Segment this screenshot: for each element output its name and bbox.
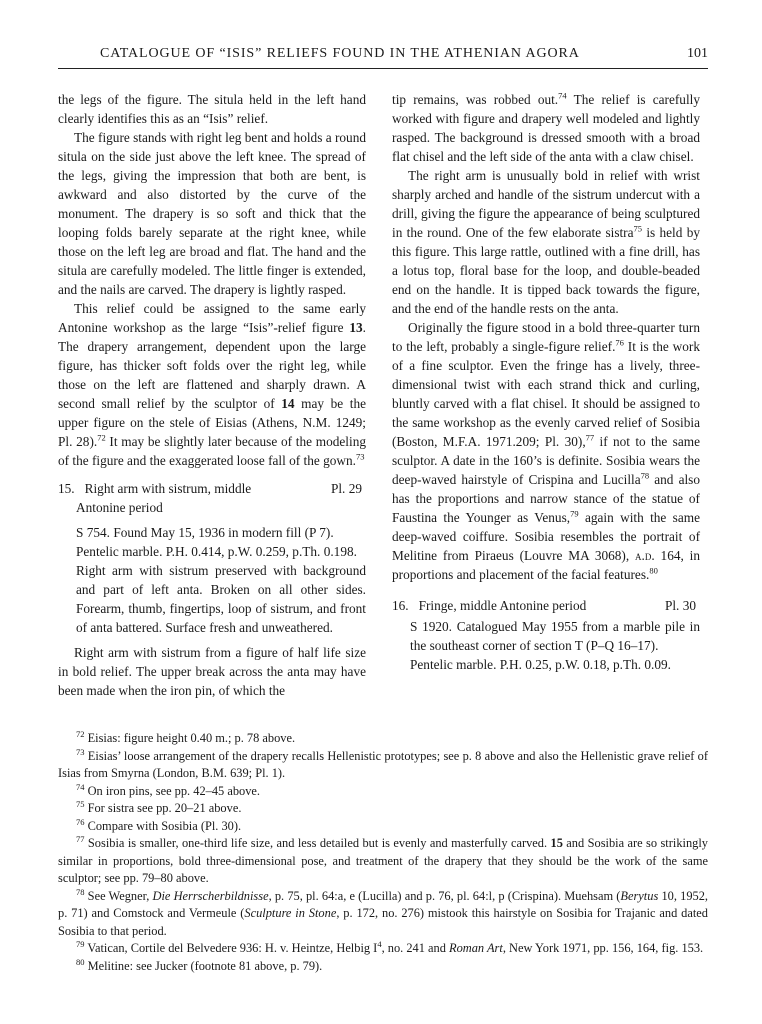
entry-find: S 1920. Catalogued May 1955 from a marble pile in the southeast corner of section T (P–Q 16–17). [410, 619, 700, 653]
footnote-73: $^{73}$ Eisias’ loose arrangement of the drapery recalls Hellenistic prototypes; see p. 8 above and also the Hellenistic grave relief of Isias from Smyrna (London, B.M. 639; Pl. 1). [58, 746, 708, 780]
catalogue-reference: 13 [349, 320, 363, 335]
entry-heading [58, 479, 366, 498]
paragraph: The right arm is unusually bold in relief with wrist sharply arched and handle of the sistrum undercut with a drill, giving the figure the appearance of being sculptured in the round. One of the few elaborate sistra$^{75}$ is held by this figure. This large rattle, outlined with a fine drill, has a lotus top, floral base for the loop, and double-beaded end on the handle. It is tipped back towards the figure, and the end of the handle rests on the anta. [392, 168, 700, 316]
footnote-marker: 75 [633, 223, 643, 234]
catalogue-reference: 14 [281, 396, 295, 411]
plate-reference: Pl. 29 [330, 481, 362, 496]
entry-material: Pentelic marble. P.H. 0.25, p.W. 0.18, p.Th. 0.09. [410, 657, 671, 672]
footnote-marker: 80 [649, 565, 658, 576]
footnote-78: $^{78}$ See Wegner, Die Herrscherbildnisse, p. 75, pl. 64:a, e (Lucilla) and p. 76, pl. 64:l, p (Crispina). Muehsam (Berytus 10, 1952, p. 71) and Comstock and Vermeule (Sculpture in Stone, p. 172, no. 276) mistook this hairstyle on Sosibia for Trajanic and dated Sosibia to that period. [58, 886, 708, 938]
entry-find: S 754. Found May 15, 1936 in modern fill (P 7). [76, 525, 334, 540]
era-abbreviation: a.d. [635, 548, 655, 563]
entry-title: Right arm with sistrum, middle [84, 481, 252, 496]
left-column [58, 90, 366, 700]
footnote-marker: 77 [585, 432, 595, 443]
plate-reference: Pl. 30 [664, 598, 696, 613]
entry-heading [392, 596, 700, 615]
paragraph: Originally the figure stood in a bold three-quarter turn to the left, probably a single-figure relief.$^{76}$ It is the work of a fine sculptor. Even the fringe has a lively, three-dimensional twist with each strand thick and curling, bluntly carved with a flat chisel. It should be assigned to the same workshop as the evenly carved relief of Sosibia (Boston, M.F.A. 1971.209; Pl. 30),$^{77}$ if not to the same sculptor. A date in the 160’s is definite. Sosibia wears the deep-waved hairstyle of Crispina and Lucilla$^{78}$ and also has the proportions and narrow stance of the statue of Faustina the Younger as Venus,$^{79}$ again with the same deep-waved coiffure. Sosibia resembles the portrait of Melitine from Piraeus (Louvre MA 3068), a.d. 164, in proportions and placement of the facial features.$^{80}$ [392, 320, 701, 582]
paragraph: the legs of the figure. The situla held in the left hand clearly identifies this as an “Isis” relief. [58, 92, 366, 126]
paragraph: This relief could be assigned to the same early Antonine workshop as the large “Isis”-relief figure 13. The drapery arrangement, dependent upon the large figure, has thicker soft folds over the right leg, while those on the left are flattened and sharply drawn. A second small relief by the sculptor of 14 may be the upper figure on the stele of Eisias (Athens, N.M. 1249; Pl. 28).$^{72}$ It may be slightly later because of the modeling of the figure and the exaggerated loose fall of the gown.$^{73}$ [58, 301, 366, 468]
catalogue-entry-16 [392, 596, 700, 674]
right-column [392, 90, 700, 674]
footnote-76: $^{76}$ Compare with Sosibia (Pl. 30). [76, 816, 242, 833]
running-header [58, 46, 708, 69]
catalogue-entry-15 [58, 479, 366, 637]
footnote-79: $^{79}$ Vatican, Cortile del Belvedere 936: H. v. Heintze, Helbig $I^4$, no. 241 and Roman Art, New York 1971, pp. 156, 164, fig. 153. [76, 938, 704, 955]
entry-title: Fringe, middle Antonine period [418, 598, 587, 613]
paragraph: The figure stands with right leg bent and holds a round situla on the side just above the left knee. The spread of the legs, giving the impression that both are bent, is awkward and also distorted by the curve of the monument. The drapery is so soft and thick that the looping folds barely separate at the right knee, while those on the left leg are broad and flat. The hand and the situla are carefully modeled. The little finger is extended, and the nails are carved. The drapery is lightly rasped. [58, 130, 366, 297]
footnote-72: $^{72}$ Eisias: figure height 0.40 m.; p. 78 above. [76, 728, 296, 745]
entry-period: Antonine period [76, 500, 163, 515]
footnote-75: $^{75}$ For sistra see pp. 20–21 above. [76, 798, 242, 815]
footnote-80: $^{80}$ Melitine: see Jucker (footnote 81 above, p. 79). [76, 956, 323, 973]
footnote-marker: 72 [97, 432, 106, 443]
entry-material: Pentelic marble. P.H. 0.414, p.W. 0.259, p.Th. 0.198. [76, 544, 357, 559]
entry-details [58, 523, 366, 637]
running-title: CATALOGUE OF “ISIS” RELIEFS FOUND IN THE ATHENIAN AGORA [100, 46, 580, 61]
footnote-marker: 79 [570, 508, 579, 519]
footnote-marker: 76 [615, 337, 624, 348]
footnote-marker: 74 [558, 90, 567, 101]
footnote-marker: 73 [355, 451, 365, 462]
footnote-74: $^{74}$ On iron pins, see pp. 42–45 above. [76, 781, 261, 798]
entry-condition: Right arm with sistrum preserved with background and part of left anta. Broken on all other sides. Forearm, thumb, fingertips, loop of sistrum, and front of anta battered. Surface fresh and unweathered. [76, 563, 366, 635]
footnotes [58, 730, 708, 975]
paragraph: tip remains, was robbed out.$^{74}$ The relief is carefully worked with figure and drapery well modeled and lightly rasped. The background is dressed smooth with a broad flat chisel and the left side of the anta with a claw chisel. [392, 90, 700, 164]
entry-number: 15. [58, 481, 75, 496]
page-number: 101 [687, 46, 708, 61]
footnote-marker: 78 [640, 470, 650, 481]
paragraph: Right arm with sistrum from a figure of half life size in bold relief. The upper break across the anta may have been made when the iron pin, of which the [58, 645, 366, 698]
entry-details [392, 617, 700, 674]
entry-number: 16. [392, 598, 409, 613]
footnote-77: $^{77}$ Sosibia is smaller, one-third life size, and less detailed but is evenly and masterfully carved. 15 and Sosibia are so strikingly similar in proportions, bold three-dimensional pose, and treatment of the drapery that they should be the work of the same sculptor; see pp. 79–80 above. [58, 833, 708, 885]
